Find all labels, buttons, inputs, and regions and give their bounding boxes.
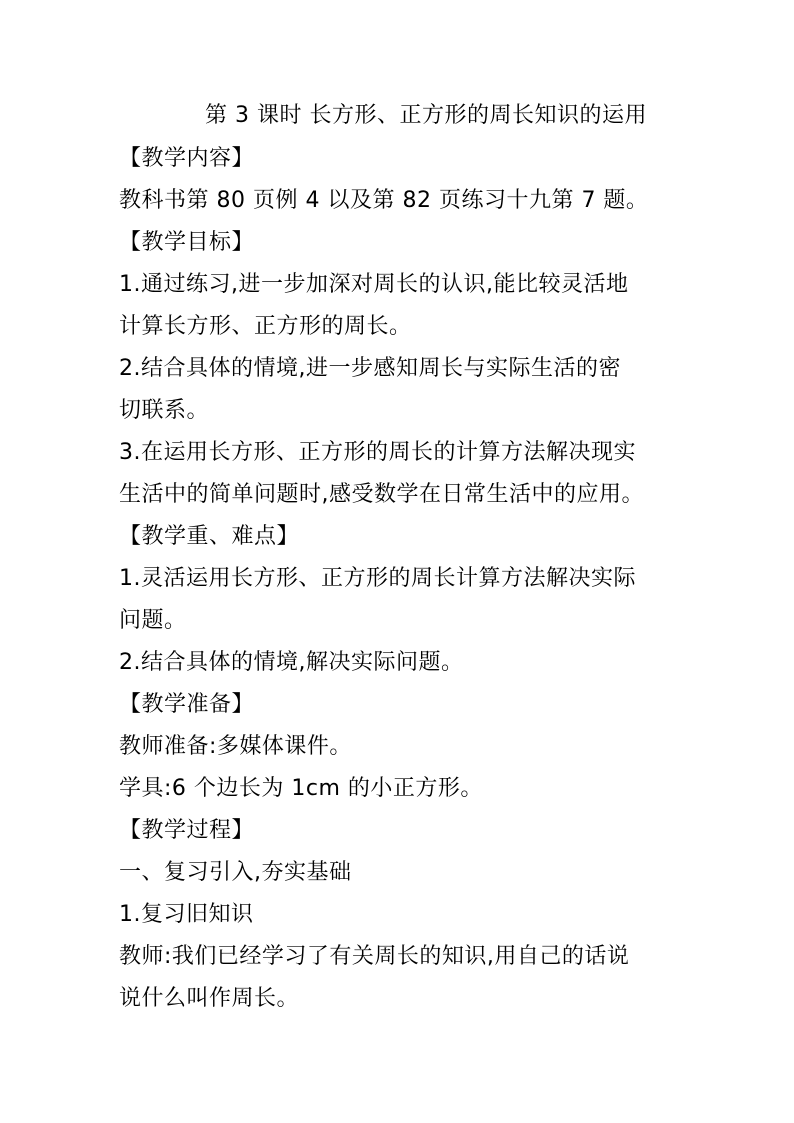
step-1-subheading: 1.复习旧知识	[119, 902, 254, 927]
key-point-1-line-2: 问题。	[119, 608, 187, 633]
preparation-student: 学具:6 个边长为 1cm 的小正方形。	[119, 776, 483, 801]
goal-1-line-2: 计算长方形、正方形的周长。	[119, 314, 412, 339]
preparation-teacher: 教师准备:多媒体课件。	[119, 734, 352, 759]
key-point-2: 2.结合具体的情境,解决实际问题。	[119, 650, 464, 675]
step-1-heading: 一、复习引入,夯实基础	[119, 860, 352, 885]
key-points-heading: 【教学重、难点】	[119, 524, 300, 549]
content-heading: 【教学内容】	[119, 146, 255, 171]
preparation-heading: 【教学准备】	[119, 692, 255, 717]
goals-heading: 【教学目标】	[119, 230, 255, 255]
teacher-prompt-line-2: 说什么叫作周长。	[119, 986, 300, 1011]
goal-1-line-1: 1.通过练习,进一步加深对周长的认识,能比较灵活地	[119, 272, 629, 297]
goal-2-line-1: 2.结合具体的情境,进一步感知周长与实际生活的密	[119, 356, 621, 381]
content-text: 教科书第 80 页例 4 以及第 82 页练习十九第 7 题。	[119, 188, 649, 213]
key-point-1-line-1: 1.灵活运用长方形、正方形的周长计算方法解决实际	[119, 566, 636, 591]
goal-2-line-2: 切联系。	[119, 398, 210, 423]
goal-3-line-2: 生活中的简单问题时,感受数学在日常生活中的应用。	[119, 482, 644, 507]
process-heading: 【教学过程】	[119, 818, 255, 843]
goal-3-line-1: 3.在运用长方形、正方形的周长的计算方法解决现实	[119, 440, 636, 465]
lesson-title: 第 3 课时 长方形、正方形的周长知识的运用	[205, 103, 647, 128]
teacher-prompt-line-1: 教师:我们已经学习了有关周长的知识,用自己的话说	[119, 944, 630, 969]
